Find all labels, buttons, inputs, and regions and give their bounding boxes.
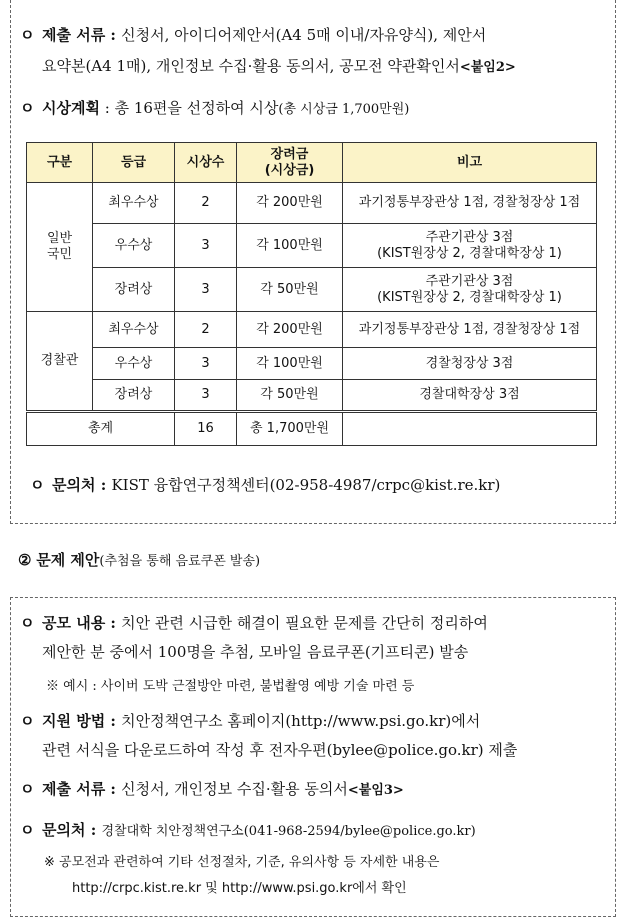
grade-cell: 최우수상 — [93, 312, 175, 348]
table-row — [27, 348, 597, 380]
submission-docs-item-cont — [42, 55, 618, 79]
count-cell: 3 — [175, 348, 237, 380]
bullet-icon: ㅇ — [20, 821, 35, 839]
apply-method-cont — [42, 739, 618, 761]
total-amount-cell: 총 1,700만원 — [237, 412, 343, 446]
table-row — [27, 224, 597, 268]
bullet-icon: ㅇ — [20, 99, 35, 117]
contact-item — [30, 474, 618, 496]
amount-cell: 각 50만원 — [237, 268, 343, 312]
contact-label: 문의처 — [52, 476, 96, 494]
docs2-label: 제출 서류 — [42, 780, 106, 798]
attachment-tag: <붙임2> — [459, 60, 516, 75]
section-note: (추첨을 통해 음료쿠폰 발송) — [99, 554, 261, 569]
amount-cell: 각 100만원 — [237, 348, 343, 380]
table-row — [27, 183, 597, 224]
plan-label: 시상계획 — [42, 99, 100, 117]
bullet-icon: ㅇ — [20, 26, 35, 44]
colon: : — [85, 821, 102, 839]
content-line1: 치안 관련 시급한 해결이 필요한 문제를 간단히 정리하여 — [121, 614, 488, 632]
grade-cell: 장려상 — [93, 380, 175, 412]
table-row — [27, 268, 597, 312]
header-cell: 장려금 (시상금) — [237, 143, 343, 183]
section-number: ② — [18, 551, 32, 569]
count-cell: 3 — [175, 224, 237, 268]
total-count-cell: 16 — [175, 412, 237, 446]
count-cell: 3 — [175, 380, 237, 412]
example-text: ※ 예시 : 사이버 도박 근절방안 마련, 불법촬영 예방 기술 마련 등 — [46, 679, 415, 694]
final-note-line1: ※ 공모전과 관련하여 기타 선정절차, 기준, 유의사항 등 자세한 내용은 — [44, 855, 440, 870]
example-note — [46, 674, 618, 698]
header-cell: 구분 — [27, 143, 93, 183]
grade-cell: 장려상 — [93, 268, 175, 312]
content-line2: 제안한 분 중에서 100명을 추첨, 모바일 음료쿠폰(기프티콘) 발송 — [42, 643, 469, 661]
section-title: 문제 제안 — [36, 551, 100, 569]
bullet-icon: ㅇ — [20, 712, 35, 730]
note-cell: 경찰청장상 3점 — [343, 348, 597, 380]
content-label: 공모 내용 — [42, 614, 106, 632]
total-label-cell: 총계 — [27, 412, 175, 446]
plan-text: 총 16편을 선정하여 시상 — [114, 99, 279, 117]
plan-note: (총 시상금 1,700만원) — [278, 102, 410, 117]
contact2-item — [20, 819, 618, 843]
section2-heading — [18, 548, 260, 574]
note-cell: 주관기관상 3점 (KIST원장상 2, 경찰대학장상 1) — [343, 268, 597, 312]
apply-method-item — [20, 710, 618, 732]
contact2-label: 문의처 — [42, 821, 86, 839]
header-cell: 등급 — [93, 143, 175, 183]
final-note-line2: http://crpc.kist.re.kr 및 http://www.psi.go.kr에서 확인 — [72, 881, 407, 896]
table-row — [27, 380, 597, 412]
count-cell: 3 — [175, 268, 237, 312]
amount-cell: 각 100만원 — [237, 224, 343, 268]
note-cell: 과기정통부장관상 1점, 경찰청장상 1점 — [343, 183, 597, 224]
contact-text: KIST 융합연구정책센터(02-958-4987/crpc@kist.re.kr) — [111, 476, 501, 494]
grade-cell: 우수상 — [93, 224, 175, 268]
attachment-tag: <붙임3> — [347, 783, 404, 798]
table-header-row — [27, 143, 597, 183]
total-note-cell — [343, 412, 597, 446]
amount-cell: 각 200만원 — [237, 312, 343, 348]
docs-line1: 신청서, 아이디어제안서(A4 5매 이내/자유양식), 제안서 — [121, 26, 487, 44]
amount-cell: 각 50만원 — [237, 380, 343, 412]
grade-cell: 우수상 — [93, 348, 175, 380]
docs2-text: 신청서, 개인정보 수집·활용 동의서 — [121, 780, 348, 798]
note-cell: 주관기관상 3점 (KIST원장상 2, 경찰대학장상 1) — [343, 224, 597, 268]
final-note — [44, 852, 618, 874]
contest-content-cont — [42, 641, 618, 663]
bullet-icon: ㅇ — [30, 476, 45, 494]
colon: : — [99, 99, 115, 117]
award-plan-item — [20, 97, 618, 121]
header-cell: 비고 — [343, 143, 597, 183]
colon: : — [95, 476, 112, 494]
colon: : — [105, 614, 122, 632]
count-cell: 2 — [175, 312, 237, 348]
count-cell: 2 — [175, 183, 237, 224]
contest-content-item — [20, 612, 618, 634]
award-table — [26, 142, 597, 446]
amount-cell: 각 200만원 — [237, 183, 343, 224]
docs-line2: 요약본(A4 1매), 개인정보 수집·활용 동의서, 공모전 약관확인서 — [42, 57, 460, 75]
apply-line1: 치안정책연구소 홈페이지(http://www.psi.go.kr)에서 — [121, 712, 481, 730]
group-cell: 일반 국민 — [27, 183, 93, 312]
submission-docs-item — [20, 24, 618, 46]
final-note-cont — [72, 878, 618, 900]
colon: : — [105, 26, 122, 44]
contact2-text: 경찰대학 치안정책연구소(041-968-2594/bylee@police.go.kr) — [101, 824, 476, 839]
group-cell: 경찰관 — [27, 312, 93, 412]
note-cell: 과기정통부장관상 1점, 경찰청장상 1점 — [343, 312, 597, 348]
colon: : — [105, 712, 122, 730]
table-total-row — [27, 412, 597, 446]
bullet-icon: ㅇ — [20, 614, 35, 632]
grade-cell: 최우수상 — [93, 183, 175, 224]
submission-docs2-item — [20, 778, 618, 802]
colon: : — [105, 780, 122, 798]
header-cell: 시상수 — [175, 143, 237, 183]
bullet-icon: ㅇ — [20, 780, 35, 798]
apply-label: 지원 방법 — [42, 712, 106, 730]
note-cell: 경찰대학장상 3점 — [343, 380, 597, 412]
apply-line2: 관련 서식을 다운로드하여 작성 후 전자우편(bylee@police.go.kr) 제출 — [42, 741, 518, 759]
docs-label: 제출 서류 — [42, 26, 106, 44]
table-row — [27, 312, 597, 348]
